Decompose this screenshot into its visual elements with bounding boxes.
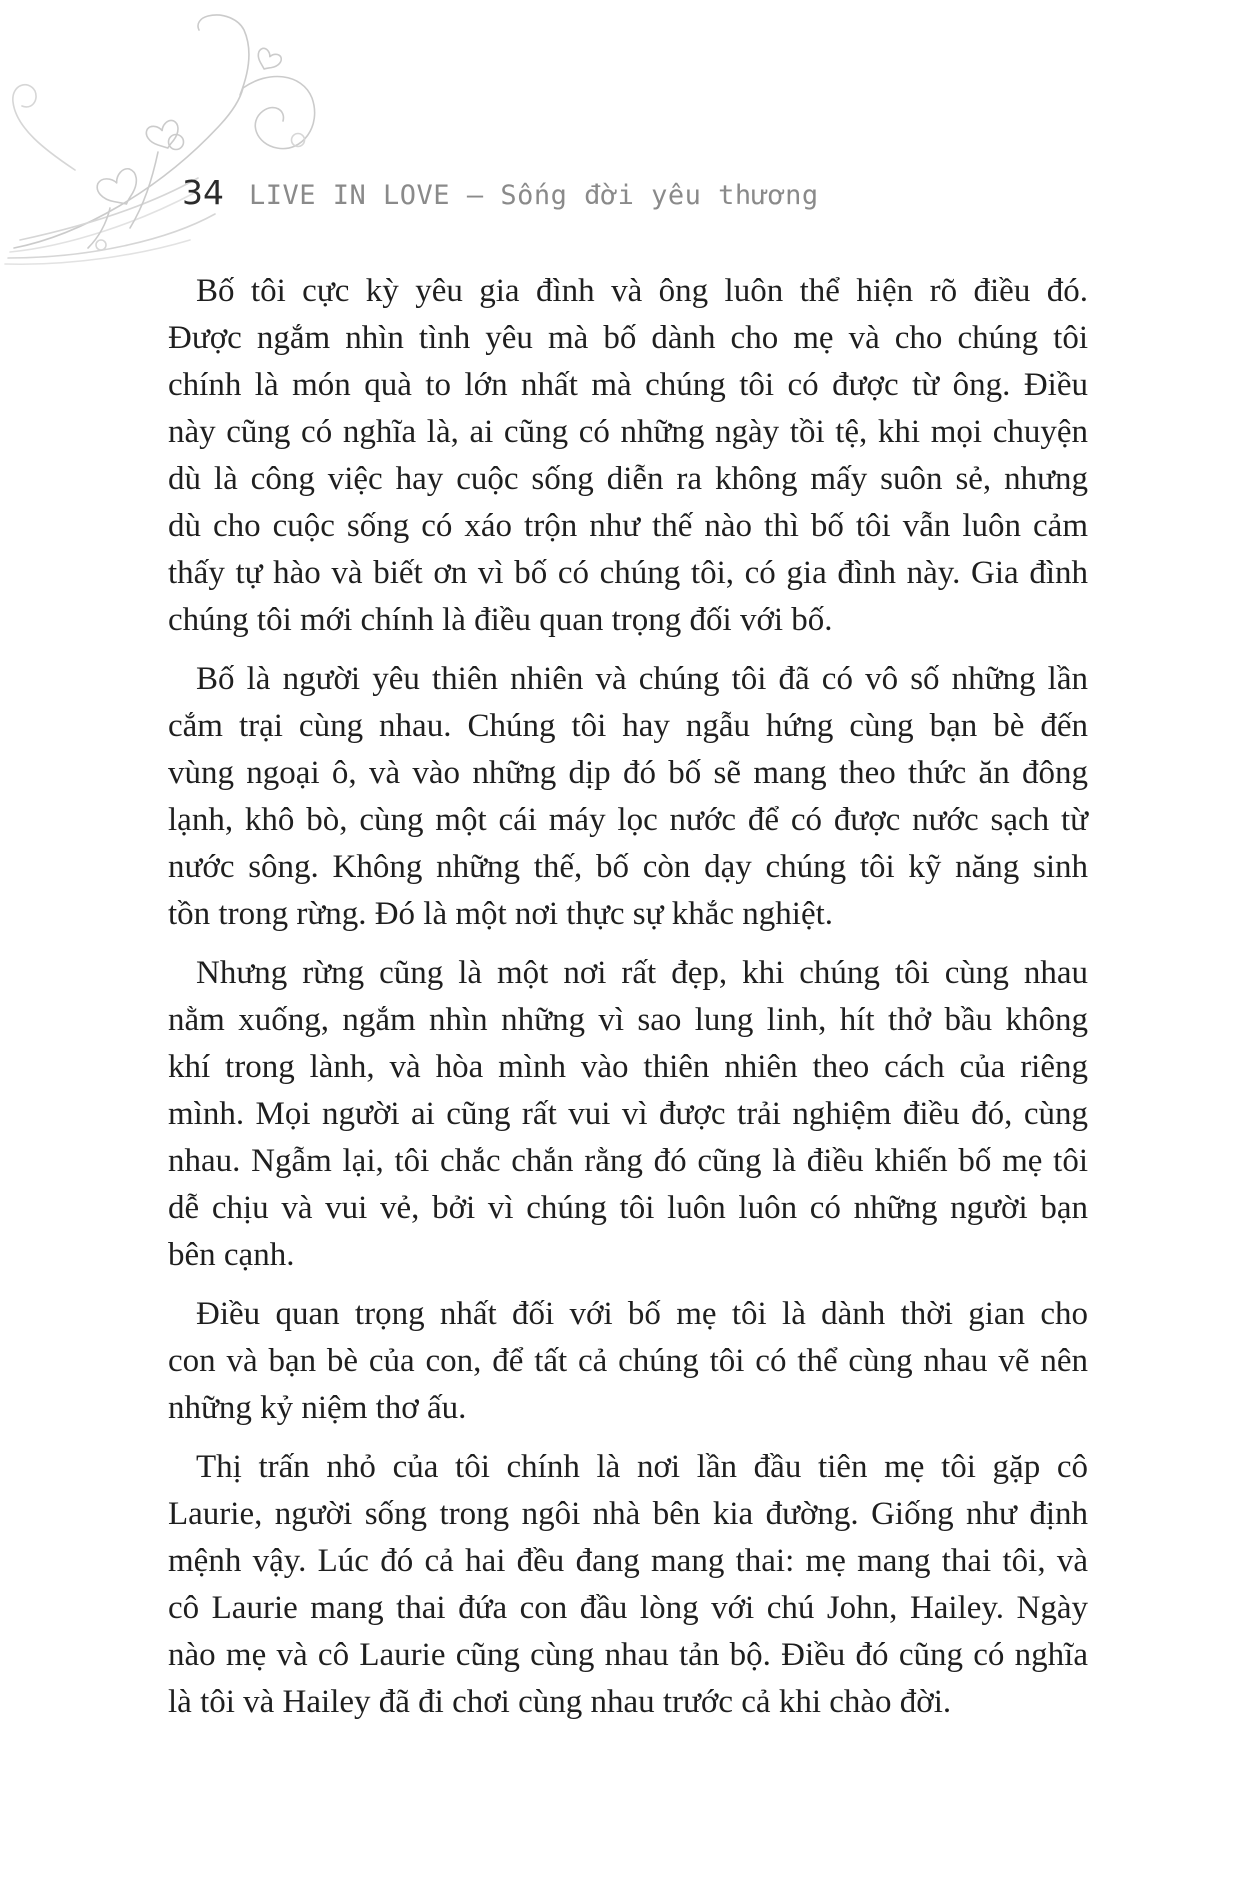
text-line: nằm xuống, ngắm nhìn những vì sao lung linh, hít thở bầu không	[168, 1002, 1088, 1038]
text-line: chúng tôi mới chính là điều quan trọng đối với bố.	[168, 602, 833, 638]
text-line: nước sông. Không những thế, bố còn dạy chúng tôi kỹ năng sinh	[168, 849, 1088, 885]
text-line: cắm trại cùng nhau. Chúng tôi hay ngẫu hứng cùng bạn bè đến	[168, 708, 1088, 744]
page-header	[182, 173, 819, 212]
text-line: Bố tôi cực kỳ yêu gia đình và ông luôn thể hiện rõ điều đó.	[196, 273, 1088, 309]
text-line: khí trong lành, và hòa mình vào thiên nhiên theo cách của riêng	[168, 1049, 1088, 1085]
text-line: những kỷ niệm thơ ấu.	[168, 1390, 467, 1426]
text-line: cô Laurie mang thai đứa con đầu lòng với chú John, Hailey. Ngày	[168, 1590, 1088, 1626]
paragraph	[168, 950, 1088, 1279]
text-line: Thị trấn nhỏ của tôi chính là nơi lần đầu tiên mẹ tôi gặp cô	[196, 1449, 1088, 1485]
text-line: thấy tự hào và biết ơn vì bố có chúng tôi, có gia đình này. Gia đình	[168, 555, 1088, 591]
text-line: là tôi và Hailey đã đi chơi cùng nhau trước cả khi chào đời.	[168, 1684, 952, 1720]
text-line: Nhưng rừng cũng là một nơi rất đẹp, khi chúng tôi cùng nhau	[196, 955, 1088, 991]
text-line: này cũng có nghĩa là, ai cũng có những ngày tồi tệ, khi mọi chuyện	[168, 414, 1088, 450]
text-line: Điều quan trọng nhất đối với bố mẹ tôi là dành thời gian cho	[196, 1296, 1088, 1332]
heart-vine-flourish-icon	[0, 0, 340, 270]
text-line: mệnh vậy. Lúc đó cả hai đều đang mang thai: mẹ mang thai tôi, và	[168, 1543, 1088, 1579]
text-line: lạnh, khô bò, cùng một cái máy lọc nước để có được nước sạch từ	[168, 802, 1088, 838]
text-line: con và bạn bè của con, để tất cả chúng tôi có thể cùng nhau vẽ nên	[168, 1343, 1088, 1379]
page-number: 34	[182, 173, 224, 212]
paragraph	[168, 268, 1088, 644]
text-line: bên cạnh.	[168, 1237, 295, 1273]
paragraph	[168, 656, 1088, 938]
running-head-title: LIVE IN LOVE – Sống đời yêu thương	[249, 180, 819, 211]
text-line: dù là công việc hay cuộc sống diễn ra không mấy suôn sẻ, nhưng	[168, 461, 1088, 497]
text-line: dễ chịu và vui vẻ, bởi vì chúng tôi luôn luôn có những người bạn	[168, 1190, 1088, 1226]
page-body-text	[168, 268, 1088, 1738]
text-line: dù cho cuộc sống có xáo trộn như thế nào thì bố tôi vẫn luôn cảm	[168, 508, 1088, 544]
text-line: tồn trong rừng. Đó là một nơi thực sự khắc nghiệt.	[168, 896, 834, 932]
text-line: Bố là người yêu thiên nhiên và chúng tôi đã có vô số những lần	[196, 661, 1088, 697]
text-line: vùng ngoại ô, và vào những dịp đó bố sẽ mang theo thức ăn đông	[168, 755, 1088, 791]
text-line: Laurie, người sống trong ngôi nhà bên kia đường. Giống như định	[168, 1496, 1088, 1532]
text-line: Được ngắm nhìn tình yêu mà bố dành cho mẹ và cho chúng tôi	[168, 320, 1088, 356]
text-line: mình. Mọi người ai cũng rất vui vì được trải nghiệm điều đó, cùng	[168, 1096, 1088, 1132]
paragraph	[168, 1291, 1088, 1432]
text-line: nào mẹ và cô Laurie cũng cùng nhau tản bộ. Điều đó cũng có nghĩa	[168, 1637, 1088, 1673]
text-line: nhau. Ngẫm lại, tôi chắc chắn rằng đó cũng là điều khiến bố mẹ tôi	[168, 1143, 1088, 1179]
text-line: chính là món quà to lớn nhất mà chúng tôi có được từ ông. Điều	[168, 367, 1088, 403]
paragraph	[168, 1444, 1088, 1726]
